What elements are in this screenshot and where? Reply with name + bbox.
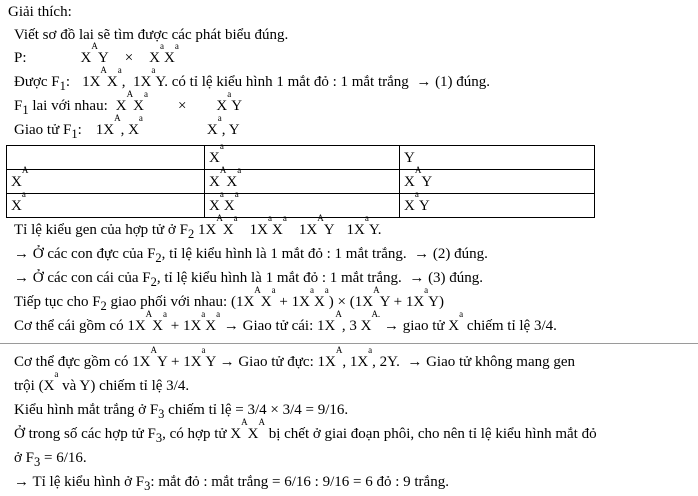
f1-gametes-line: Giao tử $F_1$: $1X^A$, $X^aX^a$, Y [14,113,240,141]
table-cell: Y [400,146,595,170]
table-cell: $X^aY$ [400,194,595,218]
f1-result-line: Được $F_1$: $1X^AX^a$, $1X^aY$. có tỉ lệ kiểu hình 1 mắt đỏ : 1 mắt trắng → (1) đúng. [14,65,491,93]
times-symbol: × [124,50,134,66]
table-cell: $X^aX^a$ [205,194,400,218]
table-cell: $X^AX^a$ [205,170,400,194]
right-arrow-icon: → [416,74,432,90]
table-row [7,194,595,218]
male-body-line-2: trội ($X^a$ và Y) chiếm tỉ lệ 3/4. [14,369,190,394]
table-cell: $X^A$ [7,170,205,194]
divider [0,343,698,344]
white-f3-line: Kiểu hình mắt trắng ở $F_3$ chiếm tỉ lệ = 3/4 × 3/4 = 9/16. [14,402,349,421]
right-arrow-icon: → [414,246,430,262]
table-cell: $X^AY$ [400,170,595,194]
lethal-line-2: ở $F_3 = 6/16$. [14,450,87,469]
male-f2-line: → Ở các con đực của $F_2$, tỉ lệ kiểu hình là 1 mắt đỏ : 1 mắt trắng. → (2) đúng. [14,246,488,265]
right-arrow-icon: → [383,318,399,334]
female-body-line: Cơ thể cái gồm có $1X^AX^a + 1X^aX^a$ → Giao tử cái: $1X^A$, 3 $X^{A.}$ → giao tử $X^a$ chiếm tỉ lệ 3/4. [14,309,557,334]
table-row [7,170,595,194]
right-arrow-icon: → [407,354,423,370]
heading: Giải thích: [8,4,72,20]
intro-line: Viết sơ đồ lai sẽ tìm được các phát biểu đúng. [14,27,289,43]
right-arrow-icon: → [409,270,425,286]
times-symbol: × [177,98,187,114]
female-f2-line: → Ở các con cái của $F_2$, tỉ lệ kiểu hình là 1 mắt đỏ : 1 mắt trắng. → (3) đúng. [14,270,484,289]
final-ratio-line: → Tỉ lệ kiểu hình ở $F_3$: mắt đỏ : mắt trắng = 6/16 : 9/16 = 6 đỏ : 9 trắng. [14,474,449,493]
f1-cross-line: $F_1$ lai với nhau: $X^AX^a\times X^aY$ [14,89,243,117]
genotype-ratio-line: Tỉ lệ kiểu gen của hợp tử ở $F_2$ $1X^AX^a1X^aX^a1X^AY$ $1X^aY$. [14,213,382,241]
right-arrow-icon: → [14,270,29,286]
right-arrow-icon: → [14,474,29,490]
table-cell [7,146,205,170]
male-body-line: Cơ thể đực gồm có $1X^AY + 1X^aY$ → Giao tử đực: $1X^A$, $1X^a$, 2Y. → Giao tử không mang gen [14,345,576,370]
f2-cross-line: Tiếp tục cho $F_2$ giao phối với nhau: $(1X^AX^a + 1X^aX^a) \times (1X^AY + 1X^aY)$ [14,285,444,313]
lethal-line: Ở trong số các hợp tử $F_3$, có hợp tử $X^AX^A$ bị chết ở giai đoạn phôi, cho nên tỉ lệ kiểu hình mắt đỏ [14,417,597,445]
table-cell: $X^a$ [205,146,400,170]
right-arrow-icon: → [223,318,239,334]
table-cell: $X^a$ [7,194,205,218]
right-arrow-icon: → [14,246,29,262]
right-arrow-icon: → [219,354,235,370]
parent-cross-line: P: $X^AY \times X^aX^a$ [14,41,179,66]
table-row [7,146,595,170]
punnett-square [6,140,595,218]
